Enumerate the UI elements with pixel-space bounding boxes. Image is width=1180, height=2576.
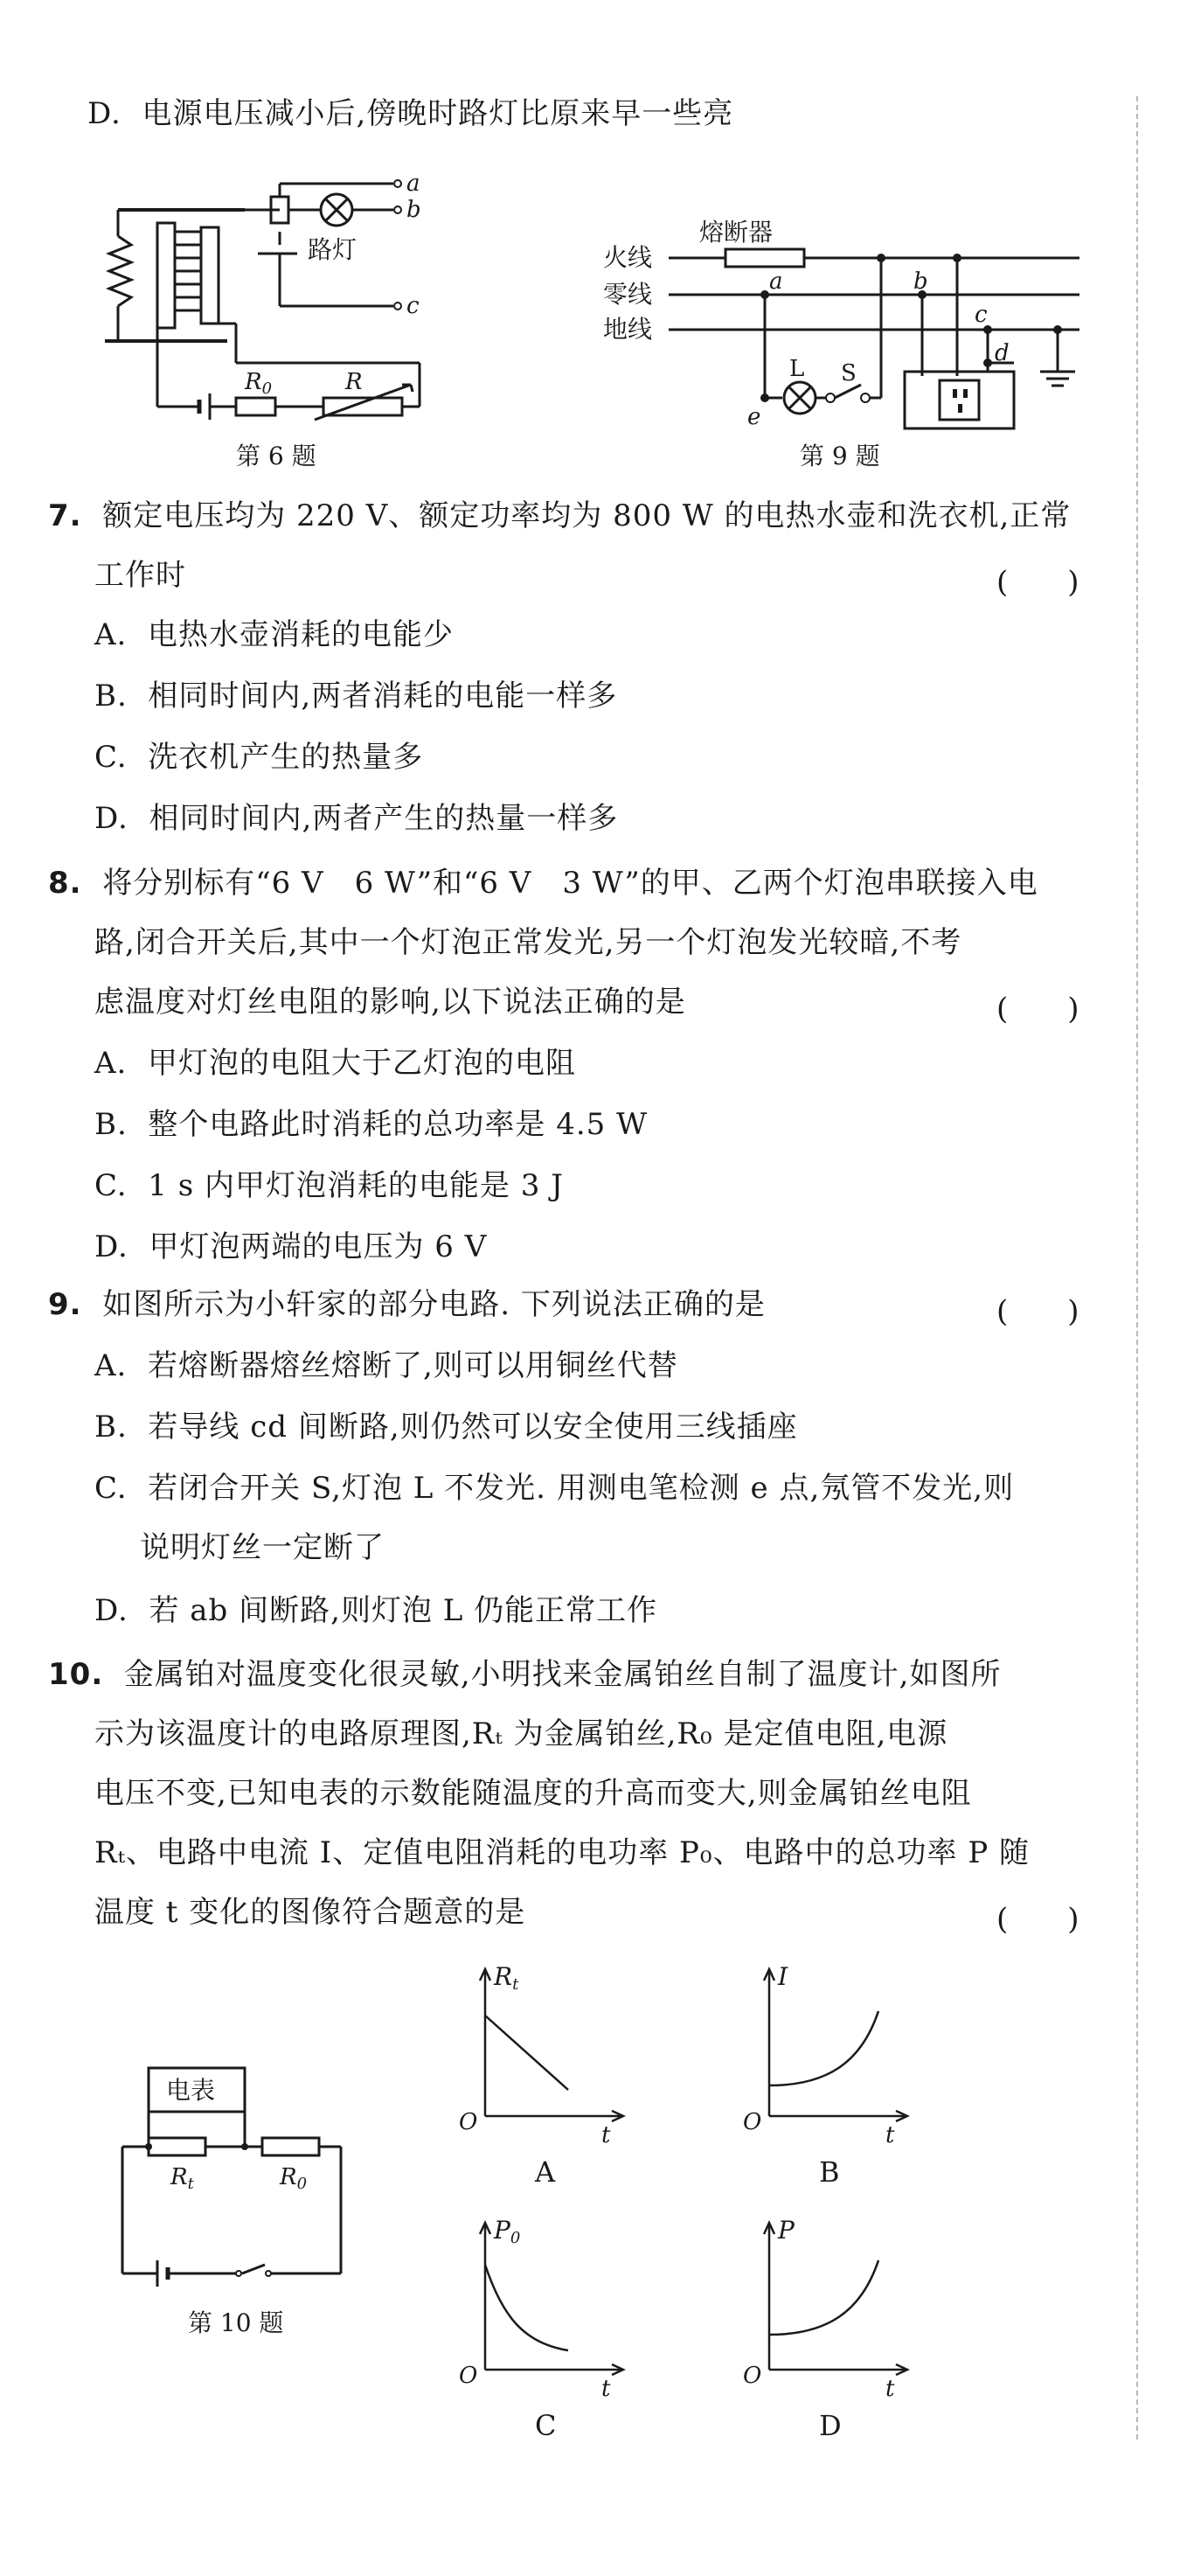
q9-line1: 9. 如图所示为小轩家的部分电路. 下列说法正确的是 <box>48 1287 766 1322</box>
fig9-live-label: 火线 <box>603 243 653 272</box>
q7-option-b: B. 相同时间内,两者消耗的电能一样多 <box>94 679 618 714</box>
fig6-node-b: b <box>406 197 421 223</box>
graph-a-xlabel: t <box>601 2122 611 2148</box>
graph-c <box>455 2212 629 2409</box>
graph-b-ylabel: I <box>778 1962 788 1991</box>
q10-answer-paren: ( ) <box>996 1902 1079 1937</box>
graph-c-origin: O <box>459 2363 478 2389</box>
figure-6-relay-circuit <box>105 149 455 437</box>
q7-option-a: A. 电热水壶消耗的电能少 <box>94 617 454 652</box>
top-option-d: D. 电源电压减小后,傍晚时路灯比原来早一些亮 <box>87 96 734 131</box>
q8-option-c: C. 1 s 内甲灯泡消耗的电能是 3 J <box>94 1168 564 1203</box>
q8-option-b: B. 整个电路此时消耗的总功率是 4.5 W <box>94 1107 649 1142</box>
graph-b <box>739 1959 913 2155</box>
graph-c-letter: C <box>535 2409 557 2442</box>
q8-line2: 路,闭合开关后,其中一个灯泡正常发光,另一个灯泡发光较暗,不考 <box>94 925 962 960</box>
fig9-node-c: c <box>975 302 988 328</box>
fig10-r0-label: R0 <box>280 2164 308 2193</box>
fig9-neutral-label: 零线 <box>603 280 653 309</box>
graph-d-letter: D <box>819 2409 842 2442</box>
q10-line4: Rₜ、电路中电流 I、定值电阻消耗的电功率 P₀、电路中的总功率 P 随 <box>94 1835 1031 1870</box>
fig10-rt-label: Rt <box>170 2164 194 2193</box>
fig9-node-a: a <box>769 268 783 295</box>
figure-10-circuit <box>118 2050 354 2291</box>
q9-option-c-cont: 说明灯丝一定断了 <box>140 1530 385 1565</box>
q9-option-c: C. 若闭合开关 S,灯泡 L 不发光. 用测电笔检测 e 点,氖管不发光,则 <box>94 1471 1015 1506</box>
fig6-node-c: c <box>406 293 420 319</box>
figure-9-household-circuit <box>603 210 1093 437</box>
q9-option-d: D. 若 ab 间断路,则灯泡 L 仍能正常工作 <box>94 1593 658 1628</box>
fig9-caption: 第 9 题 <box>800 442 880 470</box>
q7-answer-paren: ( ) <box>996 565 1079 600</box>
fig6-caption: 第 6 题 <box>236 442 316 470</box>
fig10-caption: 第 10 题 <box>188 2308 284 2337</box>
graph-d-origin: O <box>743 2363 762 2389</box>
fig6-node-a: a <box>406 171 420 197</box>
q9-option-a: A. 若熔断器熔丝熔断了,则可以用铜丝代替 <box>94 1348 678 1383</box>
fig9-node-e: e <box>747 404 761 430</box>
fig6-r-label: R <box>345 369 363 395</box>
fig9-node-d: d <box>995 340 1010 366</box>
graph-d-xlabel: t <box>885 2376 895 2402</box>
graph-b-xlabel: t <box>885 2122 895 2148</box>
graph-b-origin: O <box>743 2109 762 2135</box>
q8-option-a: A. 甲灯泡的电阻大于乙灯泡的电阻 <box>94 1046 576 1081</box>
q7-option-d: D. 相同时间内,两者产生的热量一样多 <box>94 801 619 836</box>
q9-answer-paren: ( ) <box>996 1294 1079 1329</box>
q8-answer-paren: ( ) <box>996 992 1079 1027</box>
q8-option-d: D. 甲灯泡两端的电压为 6 V <box>94 1229 488 1264</box>
graph-c-ylabel: P0 <box>494 2216 521 2247</box>
fig10-meter-label: 电表 <box>166 2076 216 2105</box>
q7-option-c: C. 洗衣机产生的热量多 <box>94 740 424 775</box>
q8-line3: 虑温度对灯丝电阻的影响,以下说法正确的是 <box>94 985 686 1020</box>
q10-line2: 示为该温度计的电路原理图,Rₜ 为金属铂丝,R₀ 是定值电阻,电源 <box>94 1716 948 1751</box>
fig9-switch-label: S <box>841 360 857 386</box>
graph-a-ylabel: Rt <box>494 1962 519 1994</box>
q10-line5: 温度 t 变化的图像符合题意的是 <box>94 1895 526 1930</box>
q7-line1: 7. 额定电压均为 220 V、额定功率均为 800 W 的电热水壶和洗衣机,正常 <box>48 498 1072 533</box>
q10-line3: 电压不变,已知电表的示数能随温度的升高而变大,则金属铂丝电阻 <box>94 1776 972 1811</box>
q8-line1: 8. 将分别标有“6 V 6 W”和“6 V 3 W”的甲、乙两个灯泡串联接入电 <box>48 866 1038 901</box>
q9-option-b: B. 若导线 cd 间断路,则仍然可以安全使用三线插座 <box>94 1410 798 1445</box>
graph-c-xlabel: t <box>601 2376 611 2402</box>
column-divider <box>1136 96 1138 2440</box>
fig6-r0-label: R0 <box>245 369 273 398</box>
q10-line1: 10. 金属铂对温度变化很灵敏,小明找来金属铂丝自制了温度计,如图所 <box>48 1657 1002 1692</box>
graph-d-ylabel: P <box>778 2216 795 2245</box>
graph-b-letter: B <box>819 2155 840 2189</box>
fig9-fuse-label: 熔断器 <box>699 218 774 247</box>
graph-a <box>455 1959 629 2155</box>
fig9-lamp-label: L <box>789 356 805 382</box>
graph-d <box>739 2212 913 2409</box>
fig9-node-b: b <box>913 268 928 295</box>
graph-a-origin: O <box>459 2109 478 2135</box>
fig9-ground-label: 地线 <box>603 315 653 344</box>
fig6-lamp-label: 路灯 <box>308 235 357 264</box>
q7-line2: 工作时 <box>94 558 186 593</box>
graph-a-letter: A <box>535 2155 556 2189</box>
